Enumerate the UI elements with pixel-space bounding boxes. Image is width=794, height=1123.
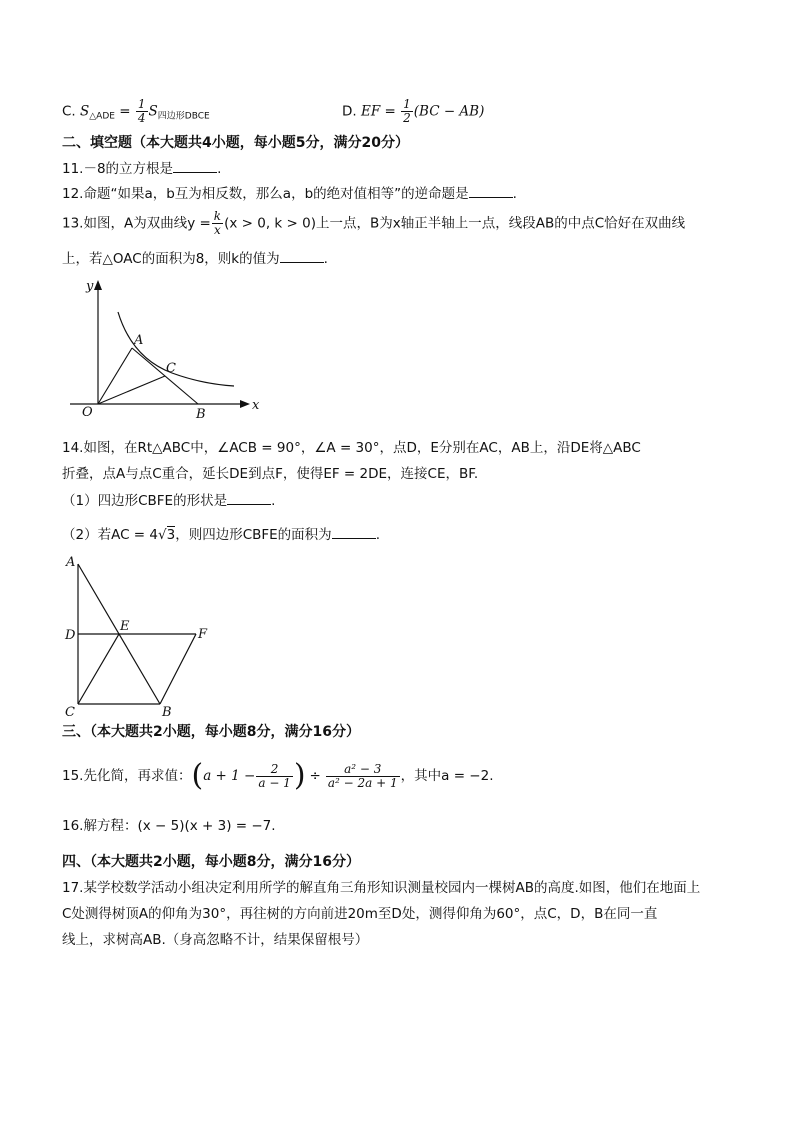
question-17-text: 17.某学校数学活动小组决定利用所学的解直角三角形知识测量校园内一棵树AB的高度.如图，他们在地面上 bbox=[62, 880, 701, 896]
section-heading-3: 三、（本大题共2小题，每小题8分，满分16分） bbox=[62, 724, 360, 740]
label-D: D bbox=[65, 628, 76, 643]
period: . bbox=[512, 186, 517, 202]
question-17-line-1 bbox=[62, 878, 700, 898]
question-16-text: 16.解方程：(x − 5)(x + 3) = −7. bbox=[62, 818, 276, 834]
question-14-text: 14.如图，在Rt△ABC中，∠ACB = 90°，∠A = 30°，点D，E分别在AC，AB上，沿DE将△ABC bbox=[62, 440, 641, 456]
question-15-text: 15.先化简，再求值： bbox=[62, 768, 192, 784]
option-d-lhs: EF bbox=[360, 103, 381, 120]
segment-CE bbox=[78, 634, 119, 704]
label-y: y bbox=[86, 279, 94, 294]
label-B: B bbox=[162, 705, 172, 720]
option-c-label: C. bbox=[62, 103, 76, 120]
close-paren: ) bbox=[293, 758, 306, 793]
area-symbol: S bbox=[80, 103, 90, 120]
segment-OC bbox=[98, 376, 165, 404]
question-13-text: 上，若△OAC的面积为8，则k的值为 bbox=[62, 251, 280, 267]
option-c bbox=[62, 98, 210, 127]
question-17-line-2 bbox=[62, 904, 657, 924]
equals-sign: = bbox=[114, 103, 135, 120]
period: . bbox=[217, 161, 222, 177]
question-14-line-1 bbox=[62, 438, 641, 458]
period: . bbox=[271, 493, 276, 509]
answer-blank[interactable] bbox=[227, 490, 271, 505]
question-13-text: (x > 0, k > 0)上一点，B为x轴正半轴上一点，线段AB的中点C恰好在双曲线 bbox=[224, 215, 686, 232]
period: . bbox=[375, 527, 380, 543]
segment-BF bbox=[160, 634, 196, 704]
question-15 bbox=[62, 760, 493, 792]
fraction-2-over-a-minus-1: $\frac{2}{a - 1}$ bbox=[258, 761, 291, 790]
sqrt-symbol: √ bbox=[158, 527, 167, 543]
question-14-part-2-text: （2）若AC = 4 bbox=[62, 527, 158, 543]
label-F: F bbox=[198, 627, 208, 642]
question-11-text: 11.－8的立方根是 bbox=[62, 161, 174, 177]
answer-blank[interactable] bbox=[173, 158, 217, 173]
section-heading-4: 四、（本大题共2小题，每小题8分，满分16分） bbox=[62, 854, 360, 870]
question-14-text: 折叠，点A与点C重合，延长DE到点F，使得EF = 2DE，连接CE，BF. bbox=[62, 466, 479, 482]
period: . bbox=[323, 251, 328, 267]
option-d bbox=[342, 98, 484, 125]
expression-a-plus-1: a + 1 − bbox=[203, 768, 256, 784]
question-11 bbox=[62, 158, 221, 179]
label-B: B bbox=[196, 407, 206, 422]
label-C: C bbox=[166, 361, 176, 376]
equals-sign: = bbox=[380, 103, 401, 120]
sqrt-radicand: 3 bbox=[166, 527, 176, 543]
question-14-line-2 bbox=[62, 464, 478, 484]
label-A: A bbox=[134, 333, 144, 348]
hyperbola-curve bbox=[118, 312, 234, 386]
segment-OA bbox=[98, 348, 132, 404]
figure-hyperbola bbox=[62, 278, 262, 423]
area-subscript: △ADE bbox=[89, 111, 115, 122]
question-13-text: 13.如图，A为双曲线y = bbox=[62, 215, 211, 232]
fraction-k-over-x: $\frac{k}{x}$ bbox=[213, 209, 222, 237]
fraction-one-quarter: $\frac{1}{4}$ bbox=[137, 97, 146, 125]
question-17-line-3 bbox=[62, 930, 368, 950]
label-x: x bbox=[252, 398, 260, 413]
question-14-part-1 bbox=[62, 490, 275, 511]
label-O: O bbox=[82, 405, 93, 420]
option-d-rhs: (BC − AB) bbox=[413, 103, 485, 120]
question-13-line-1 bbox=[62, 210, 685, 237]
question-14-part-2 bbox=[62, 524, 380, 545]
figure-fold-triangle bbox=[62, 554, 222, 720]
fraction-one-half: $\frac{1}{2}$ bbox=[403, 97, 411, 125]
label-E: E bbox=[120, 619, 130, 634]
label-C: C bbox=[65, 705, 75, 720]
question-16 bbox=[62, 816, 276, 836]
label-A: A bbox=[66, 555, 76, 570]
question-12-text: 12.命题“如果a，b互为相反数，那么a，b的绝对值相等”的逆命题是 bbox=[62, 186, 469, 202]
area-subscript: 四边形DBCE bbox=[157, 111, 210, 122]
answer-blank[interactable] bbox=[280, 248, 324, 263]
area-symbol: S bbox=[148, 103, 158, 120]
question-17-text: 线上，求树高AB.（身高忽略不计，结果保留根号） bbox=[62, 932, 369, 948]
question-13-line-2 bbox=[62, 248, 328, 269]
fraction-quadratic: $\frac{\text{a² − 3}}{\text{a² − 2a + 1}}$ bbox=[327, 761, 398, 790]
answer-blank[interactable] bbox=[332, 524, 376, 539]
section-heading-2: 二、填空题（本大题共4小题，每小题5分，满分20分） bbox=[62, 135, 409, 151]
open-paren: ( bbox=[191, 758, 204, 793]
question-15-condition: ，其中a = −2. bbox=[400, 768, 494, 784]
question-14-part-2-text: ，则四边形CBFE的面积为 bbox=[175, 527, 332, 543]
x-axis-arrow bbox=[240, 400, 250, 408]
y-axis-arrow bbox=[94, 280, 102, 290]
question-14-part-1-text: （1）四边形CBFE的形状是 bbox=[62, 493, 228, 509]
answer-blank[interactable] bbox=[469, 183, 513, 198]
option-d-label: D. bbox=[342, 103, 357, 120]
divide-sign: ÷ bbox=[309, 768, 321, 784]
question-12 bbox=[62, 183, 517, 204]
question-17-text: C处测得树顶A的仰角为30°，再往树的方向前进20m至D处，测得仰角为60°，点C，D，B在同一直 bbox=[62, 906, 658, 922]
